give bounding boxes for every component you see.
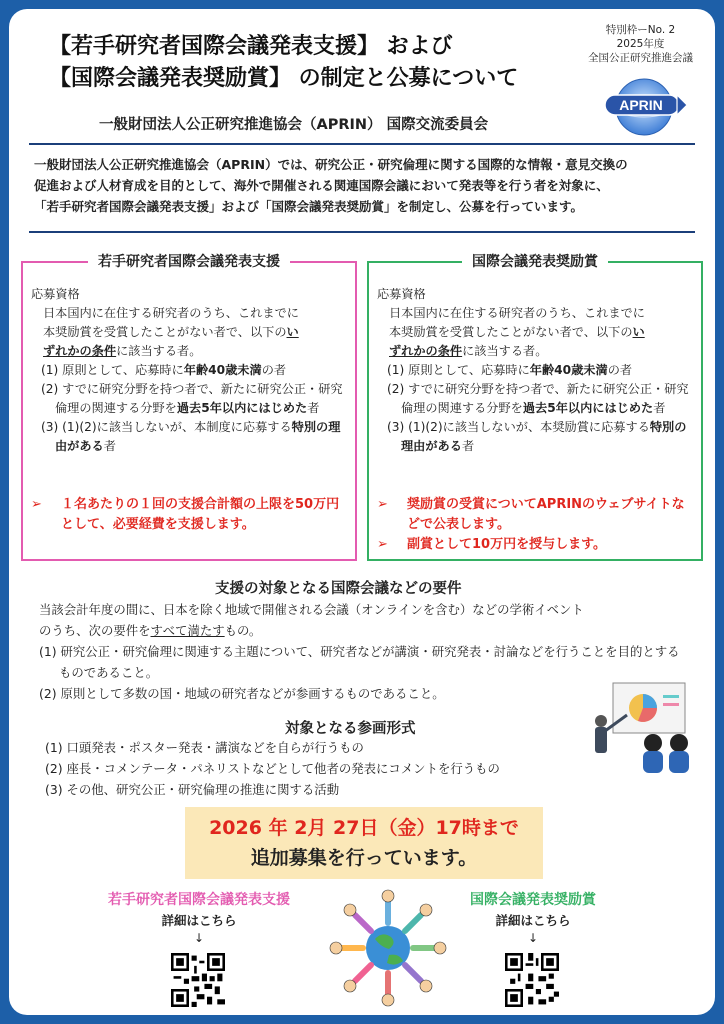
title-block [49, 31, 609, 95]
award-qr-code[interactable] [505, 953, 559, 1007]
participation-item-1: (1) 口頭発表・ポスター発表・講演などを自らが行うもの [45, 740, 364, 755]
meta-conference: 全国公正研究推進会議 [588, 52, 693, 64]
intro-line: 「若手研究者国際会議発表支援」および「国際会議発表奨励賞」を制定し、公募を行っています。 [34, 199, 584, 214]
participation-list [45, 737, 605, 800]
benefit-item: ➢ 奨励賞の受賞についてAPRINのウェブサイトなどで公表します。 [377, 497, 685, 532]
support-qr-code[interactable] [171, 953, 225, 1007]
top-divider [29, 143, 695, 145]
eligibility-text [377, 304, 695, 361]
footer-award-title: 国際会議発表奨励賞 [470, 892, 596, 908]
deadline-date: 2026 年 2月 27日（金）17時まで [209, 817, 519, 839]
eligibility-line: に該当する者。 [462, 344, 548, 358]
footer-award-detail: 詳細はこちら [495, 913, 571, 928]
meta-year: 2025年度 [616, 38, 665, 50]
condition-emphasis: い [286, 325, 299, 339]
condition-item-3: (3) (1)(2)に該当しないが、本奨励賞に応募する特別の理由がある者 [387, 420, 687, 453]
intro-line: 一般財団法人公正研究推進協会（APRIN）では、研究公正・研究倫理に関する国際的な情報・意見交換の [34, 157, 628, 172]
eligibility-text [31, 304, 349, 361]
condition-item-1: (1) 原則として、応募時に年齢40歳未満の者 [41, 363, 287, 377]
support-box-title: 若手研究者国際会議発表支援 [88, 251, 290, 271]
condition-item-3: (3) (1)(2)に該当しないが、本制度に応募する特別の理由がある者 [41, 420, 341, 453]
support-eligibility [31, 285, 349, 456]
global-people-illustration [327, 887, 449, 1009]
condition-emphasis: い [632, 325, 645, 339]
title-line-1: 【若手研究者国際会議発表支援】 および [49, 34, 453, 59]
title-line-2: 【国際会議発表奨励賞】 の制定と公募について [49, 66, 519, 91]
condition-emphasis: ずれかの条件 [389, 344, 463, 358]
eligibility-line: 日本国内に在住する研究者のうち、これまでに [389, 306, 645, 320]
down-arrow-icon: ↓ [193, 931, 205, 945]
presentation-illustration [583, 681, 695, 773]
condition-item-2: (2) すでに研究分野を持つ者で、新たに研究公正・研究倫理の関連する分野を過去5年以内にはじめた者 [41, 382, 343, 415]
support-box [21, 254, 357, 561]
eligibility-line: 本奨励賞を受賞したことがない者で、以下の [43, 325, 287, 339]
intro-line: 促進および人材育成を目的として、海外で開催される関連国際会議において発表等を行う者を対象に、 [34, 178, 609, 193]
eligibility-line: 本奨励賞を受賞したことがない者で、以下の [389, 325, 633, 339]
organization-line: 一般財団法人公正研究推進協会（APRIN） 国際交流委員会 [99, 117, 489, 133]
requirements-title: 支援の対象となる国際会議などの要件 [215, 581, 462, 597]
condition-emphasis: ずれかの条件 [43, 344, 117, 358]
eligibility-line: 日本国内に在住する研究者のうち、これまでに [43, 306, 299, 320]
condition-item-2: (2) すでに研究分野を持つ者で、新たに研究公正・研究倫理の関連する分野を過去5年以内にはじめた者 [387, 382, 689, 415]
benefit-item: ➢ １名あたりの１回の支援合計額の上限を50万円として、必要経費を支援します。 [31, 497, 340, 532]
footer-support-detail: 詳細はこちら [161, 913, 237, 928]
participation-title: 対象となる参画形式 [285, 721, 416, 737]
award-benefits [377, 495, 693, 555]
eligibility-label: 応募資格 [31, 287, 80, 301]
condition-item-1: (1) 原則として、応募時に年齢40歳未満の者 [387, 363, 633, 377]
eligibility-label: 応募資格 [377, 287, 426, 301]
benefit-item: ➢ 副賞として10万円を授与します。 [377, 535, 693, 555]
arrow-bullet-icon: ➢ [31, 497, 42, 512]
deadline-banner [185, 807, 543, 879]
svg-text:APRIN: APRIN [619, 97, 663, 113]
flyer-page [9, 9, 715, 1015]
meta-number: 特別枠ーNo. 2 [605, 24, 676, 36]
participation-item-3: (3) その他、研究公正・研究倫理の推進に関する活動 [45, 782, 340, 797]
eligibility-line: に該当する者。 [116, 344, 202, 358]
requirements-line: のうち、次の要件をすべて満たすもの。 [39, 623, 262, 638]
aprin-logo [601, 75, 687, 139]
down-arrow-icon: ↓ [527, 931, 539, 945]
document-meta [588, 23, 693, 65]
support-benefits [31, 495, 347, 535]
arrow-bullet-icon: ➢ [377, 497, 388, 512]
award-box [367, 254, 703, 561]
requirements-line: 当該会計年度の間に、日本を除く地域で開催される会議（オンラインを含む）などの学術イベント [39, 602, 584, 617]
intro-divider [29, 231, 695, 233]
arrow-bullet-icon: ➢ [377, 537, 388, 552]
requirement-item-1: (1) 研究公正・研究倫理に関連する主題について、研究者などが講演・研究発表・討論などを行うことを目的とするものであること。 [39, 644, 680, 680]
award-eligibility [377, 285, 695, 456]
intro-paragraph [34, 154, 694, 217]
footer-support-title: 若手研究者国際会議発表支援 [108, 892, 290, 908]
deadline-message: 追加募集を行っています。 [250, 847, 478, 869]
award-box-title: 国際会議発表奨励賞 [462, 251, 608, 271]
participation-item-2: (2) 座長・コメンテータ・パネリストなどとして他者の発表にコメントを行うもの [45, 761, 500, 776]
requirement-item-2: (2) 原則として多数の国・地域の研究者などが参画するものであること。 [39, 686, 445, 701]
